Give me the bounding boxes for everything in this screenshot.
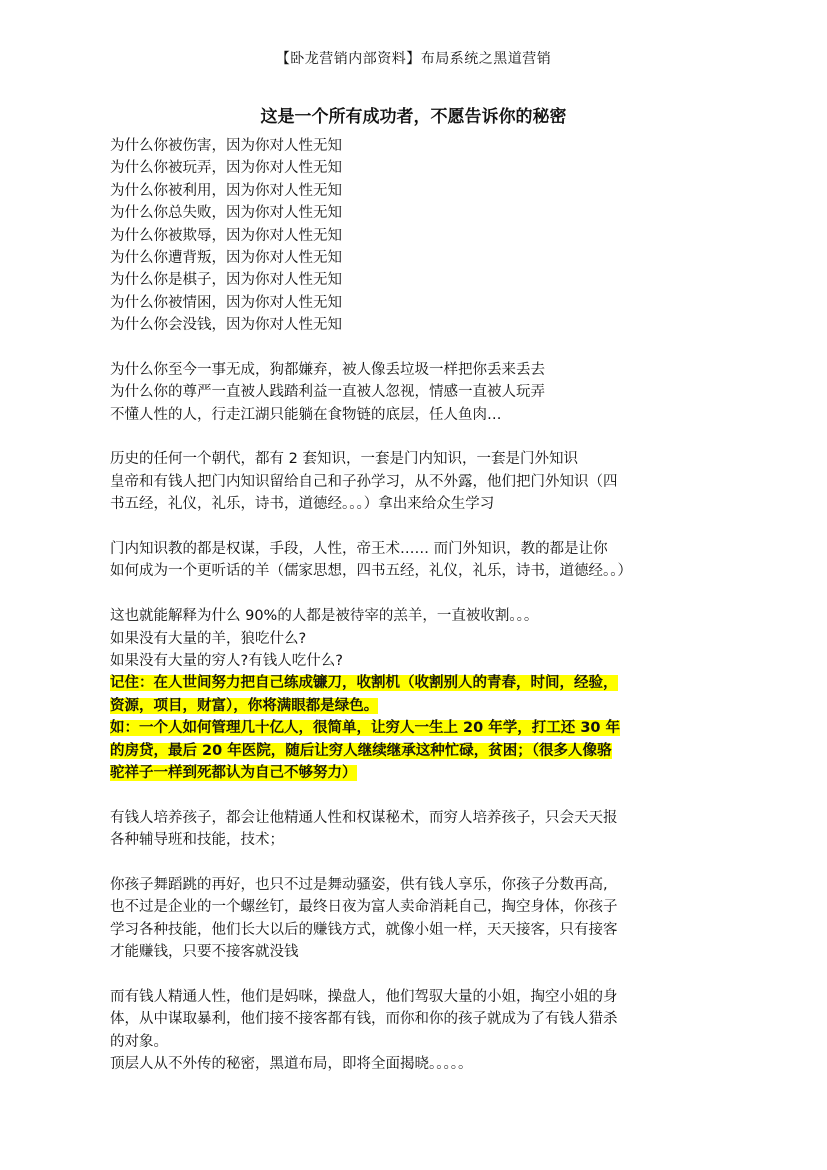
text-line: [110, 471, 710, 493]
line-text: 这也就能解释为什么 90%的人都是被待宰的羔羊，一直被收割。。。: [110, 608, 539, 625]
text-line: [110, 404, 710, 426]
document-body: [110, 135, 710, 1075]
paragraph-gap: [110, 852, 710, 874]
line-text: 为什么你的尊严一直被人践踏利益一直被人忽视，情感一直被人玩弄: [110, 384, 545, 401]
text-line: [110, 941, 710, 963]
highlighted-text-line: [110, 717, 710, 739]
line-text: 历史的任何一个朝代，都有 2 套知识，一套是门内知识，一套是门外知识: [110, 451, 578, 468]
page-header: 【卧龙营销内部资料】布局系统之黑道营销: [275, 51, 552, 67]
line-text: 你孩子舞蹈跳的再好，也只不过是舞动骚姿，供有钱人享乐，你孩子分数再高,: [110, 876, 608, 893]
line-text: 顶层人从不外传的秘密，黑道布局，即将全面揭晓。。。。。: [110, 1056, 473, 1073]
highlighted-text-line: [110, 672, 710, 694]
highlighted-text-line: [110, 695, 710, 717]
line-text: 而有钱人精通人性，他们是妈咪，操盘人，他们驾驭大量的小姐，掏空小姐的身: [110, 988, 618, 1005]
document-title: 这是一个所有成功者，不愿告诉你的秘密: [260, 107, 567, 127]
text-line: [110, 135, 710, 157]
line-text: 为什么你被伤害，因为你对人性无知: [110, 138, 342, 154]
line-text: 为什么你被利用，因为你对人性无知: [110, 182, 342, 199]
text-line: [110, 807, 710, 829]
text-line: [110, 986, 710, 1008]
highlighted-text-line: [110, 740, 710, 762]
paragraph-gap: [110, 337, 710, 359]
line-text: 学习各种技能，他们长大以后的赚钱方式，就像小姐一样，天天接客，只有接客: [110, 921, 618, 938]
line-text: 为什么你是棋子，因为你对人性无知: [110, 272, 342, 289]
text-line: [110, 448, 710, 470]
line-text: 体，从中谋取暴利，他们接不接客都有钱，而你和你的孩子就成为了有钱人猎杀: [110, 1011, 618, 1028]
line-text: 皇帝和有钱人把门内知识留给自己和子孙学习，从不外露，他们把门外知识（四: [110, 473, 618, 490]
text-line: [110, 919, 710, 941]
line-text: 如何成为一个更听话的羊（儒家思想，四书五经，礼仪，礼乐，诗书，道德经。。）: [110, 563, 632, 580]
line-text: 为什么你被玩弄，因为你对人性无知: [110, 160, 342, 177]
line-text: 为什么你遭背叛，因为你对人性无知: [110, 249, 342, 266]
paragraph-gap: [110, 784, 710, 806]
line-text: 为什么你会没钱，因为你对人性无知: [110, 317, 342, 334]
line-text: 各种辅导班和技能，技术；: [110, 832, 284, 849]
text-line: [110, 180, 710, 202]
text-line: [110, 896, 710, 918]
line-text: 的房贷，最后 20 年医院，随后让穷人继续继承这种忙碌，贫困；（很多人像骆: [110, 742, 612, 759]
line-text: 如果没有大量的羊，狼吃什么?: [110, 630, 307, 647]
text-line: [110, 157, 710, 179]
paragraph-gap: [110, 583, 710, 605]
text-line: [110, 829, 710, 851]
line-text: 驼祥子一样到死都认为自己不够努力）: [110, 764, 357, 781]
text-line: [110, 381, 710, 403]
paragraph-gap: [110, 963, 710, 985]
line-text: 也不过是企业的一个螺丝钉，最终日夜为富人卖命消耗自己，掏空身体，你孩子: [110, 899, 618, 916]
text-line: [110, 493, 710, 515]
text-line: [110, 1008, 710, 1030]
text-line: [110, 359, 710, 381]
text-line: [110, 314, 710, 336]
text-line: [110, 1053, 710, 1075]
line-text: 不懂人性的人，行走江湖只能躺在食物链的底层，任人鱼肉…: [110, 406, 502, 423]
text-line: [110, 605, 710, 627]
text-line: [110, 560, 710, 582]
line-text: 为什么你被情困，因为你对人性无知: [110, 294, 342, 311]
paragraph-gap: [110, 426, 710, 448]
text-line: [110, 269, 710, 291]
text-line: [110, 650, 710, 672]
text-line: [110, 225, 710, 247]
text-line: [110, 292, 710, 314]
paragraph-gap: [110, 516, 710, 538]
line-text: 才能赚钱，只要不接客就没钱: [110, 944, 299, 961]
line-text: 如：一个人如何管理几十亿人，很简单，让穷人一生上 20 年学，打工还 30 年: [110, 720, 621, 737]
line-text: 有钱人培养孩子，都会让他精通人性和权谋秘术，而穷人培养孩子，只会天天报: [110, 809, 618, 826]
highlighted-text-line: [110, 762, 710, 784]
line-text: 为什么你至今一事无成，狗都嫌弃，被人像丢垃圾一样把你丢来丢去: [110, 361, 545, 378]
line-text: 如果没有大量的穷人?有钱人吃什么?: [110, 652, 343, 669]
text-line: [110, 628, 710, 650]
text-line: [110, 202, 710, 224]
line-text: 门内知识教的都是权谋，手段，人性，帝王术…… 而门外知识，教的都是让你: [110, 541, 608, 558]
line-text: 的对象。: [110, 1033, 168, 1050]
line-text: 为什么你被欺辱，因为你对人性无知: [110, 227, 342, 244]
line-text: 资源，项目，财富），你将满眼都是绿色。: [110, 697, 379, 714]
line-text: 书五经，礼仪，礼乐，诗书，道德经。。。）拿出来给众生学习: [110, 496, 495, 513]
text-line: [110, 247, 710, 269]
line-text: 记住：在人世间努力把自己练成镰刀，收割机（收割别人的青春，时间，经验，: [110, 675, 618, 692]
text-line: [110, 538, 710, 560]
text-line: [110, 1031, 710, 1053]
line-text: 为什么你总失败，因为你对人性无知: [110, 205, 342, 222]
text-line: [110, 874, 710, 896]
